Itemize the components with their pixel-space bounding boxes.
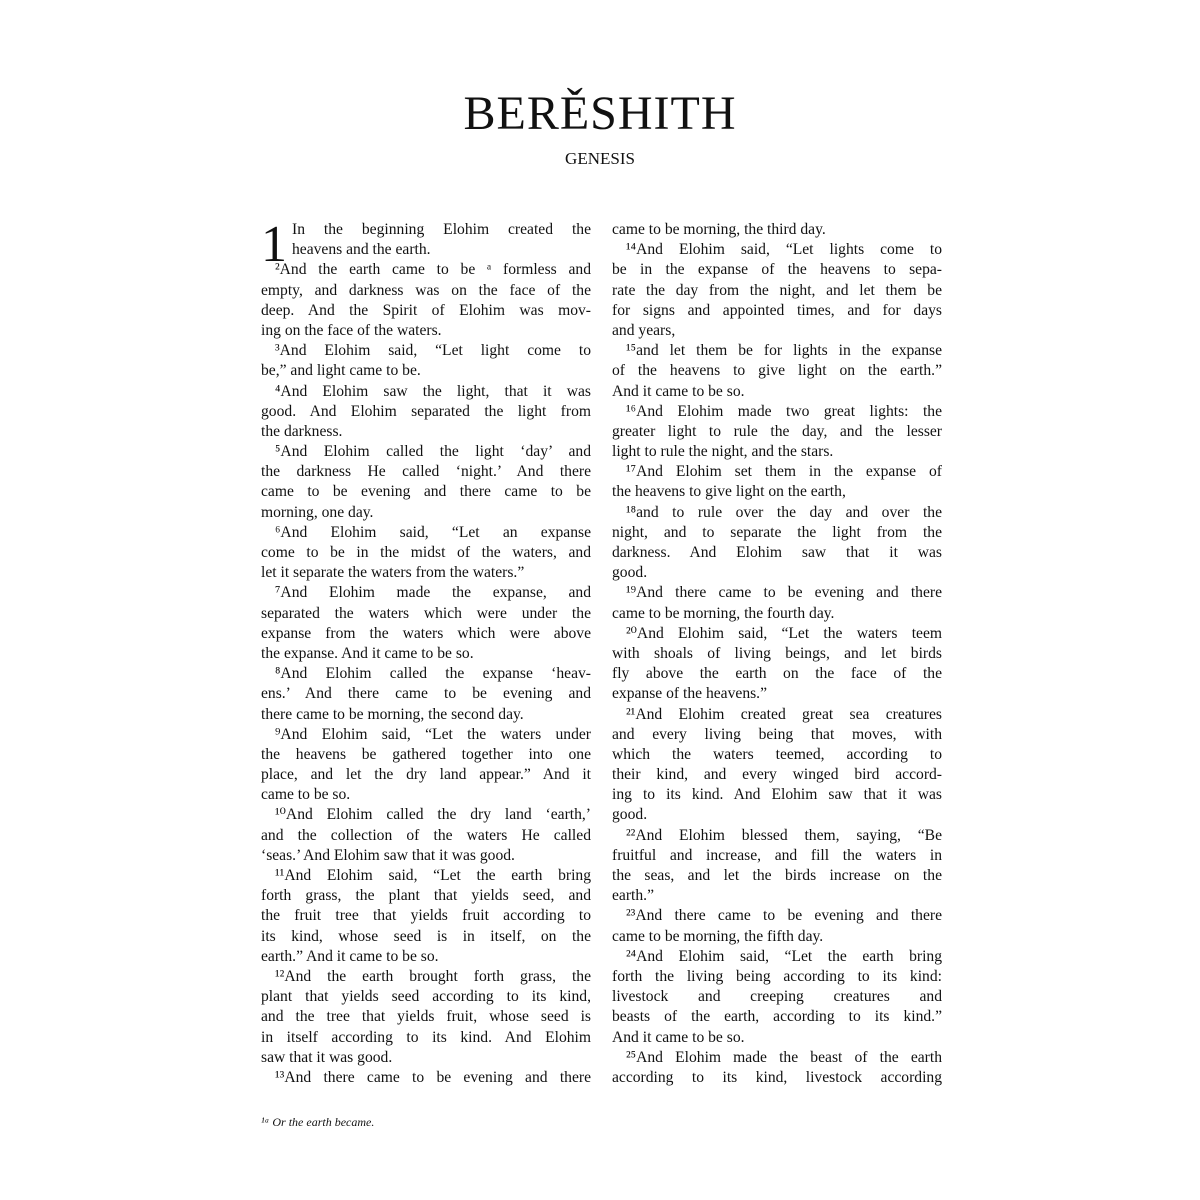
text-line: ³And Elohim said, “Let light come to	[275, 342, 591, 360]
text-line: and the tree that yields fruit, whose seed is	[261, 1008, 591, 1026]
text-line: ¹⁰And Elohim called the dry land ‘earth,’	[275, 806, 591, 824]
text-line: fruitful and increase, and fill the waters in	[612, 846, 942, 864]
text-line: ⁴And Elohim saw the light, that it was	[275, 382, 591, 400]
text-line: empty, and darkness was on the face of the	[261, 281, 591, 299]
text-line: and years,	[612, 321, 676, 339]
text-line: ¹²And the earth brought forth grass, the	[275, 967, 591, 985]
text-line: earth.”	[612, 887, 654, 905]
text-line: rate the day from the night, and let them be	[612, 281, 942, 299]
text-line: came to be morning, the fourth day.	[612, 604, 835, 622]
text-column-left	[261, 216, 591, 1088]
text-line: ⁷And Elohim made the expanse, and	[275, 584, 591, 602]
text-line: darkness. And Elohim saw that it was	[612, 544, 942, 561]
text-line: ‘seas.’ And Elohim saw that it was good.	[261, 846, 515, 864]
text-line: ¹⁷And Elohim set them in the expanse of	[626, 463, 942, 481]
text-line: light to rule the night, and the stars.	[612, 443, 834, 461]
text-line: let it separate the waters from the waters.”	[261, 564, 525, 582]
text-line: the heavens to give light on the earth,	[612, 483, 846, 501]
text-line: plant that yields seed according to its kind,	[261, 988, 591, 1006]
text-line: ²³And there came to be evening and there	[626, 907, 942, 925]
chapter-number: 1	[261, 216, 287, 273]
text-line: ¹³And there came to be evening and there	[275, 1068, 591, 1086]
text-line: the seas, and let the birds increase on the	[612, 867, 942, 884]
text-line: heavens and the earth.	[292, 241, 431, 259]
text-line: ⁵And Elohim called the light ‘day’ and	[275, 443, 591, 461]
text-line: its kind, whose seed is in itself, on the	[261, 927, 591, 945]
text-line: the heavens be gathered together into one	[261, 745, 591, 763]
text-line: and the collection of the waters He called	[261, 826, 591, 844]
text-line: place, and let the dry land appear.” And it	[261, 766, 591, 784]
text-line: night, and to separate the light from the	[612, 523, 942, 541]
text-line: ¹⁴And Elohim said, “Let lights come to	[626, 241, 942, 259]
footnote: ¹ᵃ Or the earth became.	[261, 1115, 375, 1129]
text-line: ing to its kind. And Elohim saw that it was	[612, 786, 942, 804]
text-line: came to be morning, the third day.	[612, 221, 826, 238]
book-subtitle: GENESIS	[565, 149, 635, 168]
text-line: ²And the earth came to be ᵃ formless and	[275, 261, 591, 279]
text-line: came to be morning, the fifth day.	[612, 927, 824, 945]
text-line: In the beginning Elohim created the	[292, 221, 591, 238]
text-line: be,” and light came to be.	[261, 362, 421, 380]
text-line: ¹¹And Elohim said, “Let the earth bring	[275, 867, 591, 884]
text-line: good. And Elohim separated the light from	[261, 402, 591, 420]
text-line: the expanse. And it came to be so.	[261, 644, 474, 662]
text-line: livestock and creeping creatures and	[612, 988, 942, 1006]
text-line: deep. And the Spirit of Elohim was mov-	[261, 301, 591, 319]
text-line: ing on the face of the waters.	[261, 321, 442, 339]
text-line: and every living being that moves, with	[612, 725, 942, 743]
text-line: in itself according to its kind. And Elohim	[261, 1028, 591, 1046]
book-title: BERĚSHITH	[463, 87, 737, 140]
text-line: forth grass, the plant that yields seed, and	[261, 887, 591, 905]
text-line: forth the living being according to its kind:	[612, 967, 942, 985]
text-line: ⁸And Elohim called the expanse ‘heav-	[275, 665, 591, 683]
text-line: earth.” And it came to be so.	[261, 947, 439, 965]
text-line: come to be in the midst of the waters, and	[261, 544, 591, 561]
text-line: ¹⁶And Elohim made two great lights: the	[626, 402, 942, 420]
text-line: ¹⁹And there came to be evening and there	[626, 584, 942, 602]
text-line: the darkness He called ‘night.’ And there	[261, 463, 591, 481]
text-line: separated the waters which were under the	[261, 604, 591, 622]
text-line: of the heavens to give light on the earth.”	[612, 362, 942, 380]
text-line: be in the expanse of the heavens to sepa-	[612, 261, 942, 279]
text-line: came to be evening and there came to be	[261, 483, 591, 501]
text-line: And it came to be so.	[612, 1028, 745, 1046]
text-line: there came to be morning, the second day.	[261, 705, 524, 723]
text-line: ⁹And Elohim said, “Let the waters under	[275, 725, 591, 743]
text-line: good.	[612, 564, 648, 582]
text-line: good.	[612, 806, 648, 824]
text-line: And it came to be so.	[612, 382, 745, 400]
text-line: according to its kind, livestock according	[612, 1068, 942, 1086]
text-line: ²⁰And Elohim said, “Let the waters teem	[626, 624, 942, 642]
text-line: morning, one day.	[261, 503, 374, 521]
text-line: fly above the earth on the face of the	[612, 665, 942, 683]
text-line: with shoals of living beings, and let birds	[612, 644, 942, 662]
text-line: which the waters teemed, according to	[612, 745, 942, 763]
text-line: their kind, and every winged bird accord-	[612, 766, 942, 784]
text-line: saw that it was good.	[261, 1048, 393, 1066]
text-line: for signs and appointed times, and for days	[612, 301, 942, 319]
text-line: ²²And Elohim blessed them, saying, “Be	[626, 826, 942, 844]
text-line: ²¹And Elohim created great sea creatures	[626, 705, 942, 723]
text-line: expanse from the waters which were above	[261, 624, 591, 642]
text-column-right	[612, 220, 942, 1088]
text-line: beasts of the earth, according to its kind.”	[612, 1008, 942, 1026]
text-line: ¹⁸and to rule over the day and over the	[626, 503, 942, 521]
text-line: ens.’ And there came to be evening and	[261, 685, 591, 703]
text-line: ¹⁵and let them be for lights in the expanse	[626, 342, 942, 360]
text-line: the fruit tree that yields fruit according to	[261, 907, 591, 925]
text-line: ²⁴And Elohim said, “Let the earth bring	[626, 947, 942, 965]
text-line: came to be so.	[261, 786, 351, 804]
text-line: expanse of the heavens.”	[612, 685, 768, 703]
text-line: ⁶And Elohim said, “Let an expanse	[275, 523, 591, 541]
text-line: greater light to rule the day, and the lesser	[612, 422, 942, 440]
text-line: ²⁵And Elohim made the beast of the earth	[626, 1048, 942, 1066]
text-line: the darkness.	[261, 422, 343, 440]
